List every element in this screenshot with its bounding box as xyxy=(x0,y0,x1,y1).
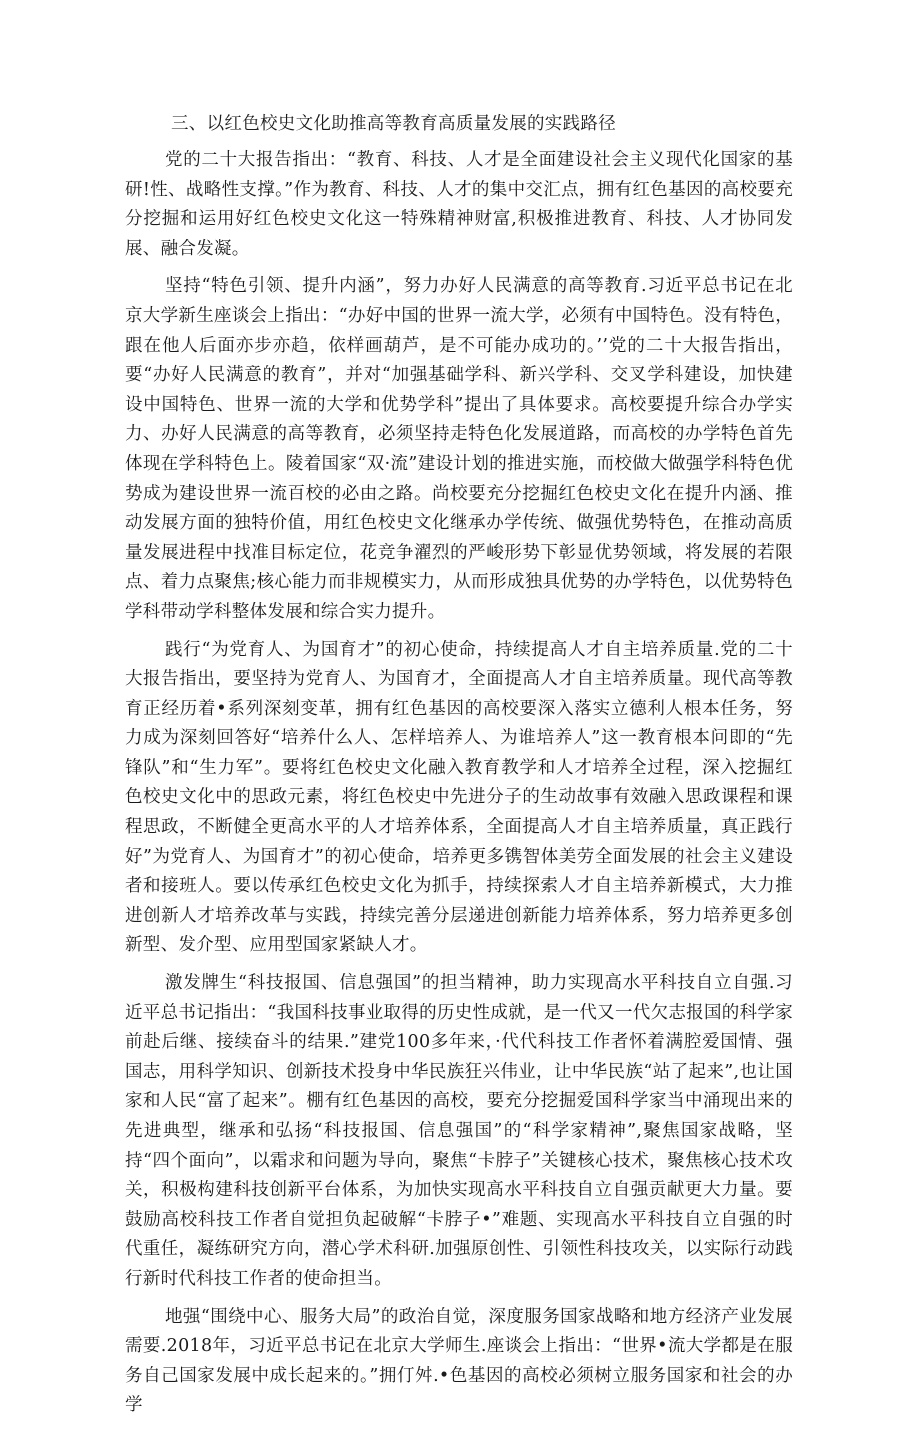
paragraph-talent-cultivation: 践行“为党育人、为国育才”的初心使命，持续提高人才自主培养质量.党的二十大报告指出，要坚持为党育人、为国育才，全面提高人才自主培养质量。现代高等教育正经历着•系列深刻变革，拥有红色基因的高校要深入落实立德利人根本任务，努力成为深刻回答好“培养什么人、怎样培养人、为谁培养人”这一教育根本问即的“先锋队”和“生力军”。要将红色校史文化融入教育教学和人才培养全过程，深入挖掘红色校史文化中的思政元素，将红色校史中先进分子的生动故事有效融入思政课程和课程思政，不断健全更高水平的人才培养体系，全面提高人才自主培养质量，真正践行好”为党育人、为国育才”的初心使命，培养更多镌智体美劳全面发展的社会主义建设者和接班人。要以传承红色校史文化为抓手，持续探索人才自主培养新模式，大力推进创新人才培养改革与实践，持续完善分层递进创新能力培养体系，努力培养更多创新型、发介型、应用型国家紧缺人才。 xyxy=(125,639,793,956)
paragraph-characteristics: 坚持“特色引领、提升内涵”，努力办好人民满意的高等教育.习近平总书记在北京大学新生座谈会上指出：“办好中国的世界一流大学，必须有中国特色。没有特色，跟在他人后面亦步亦趋，依样画葫芦，是不可能办成功的。’’党的二十大报告指出，要“办好人民满意的教育”，并对“加强基础学科、新兴学科、交叉学科建设，加快建设中国特色、世界一流的大学和优势学科”提出了具体要求。高校要提升综合办学实力、办好人民满意的高等教育，必须坚持走特色化发展道路，而高校的办学特色首先体现在学科特色上。陵着国家“双·流”建设计划的推进实施，而校做大做强学科特色优势成为建设世界一流百校的必由之路。尚校要充分挖掘红色校史文化在提升内涵、推动发展方面的独特价值，用红色校史文化继承办学传统、做强优势特色，在推动高质量发展进程中找准目标定位，花竞争濯烈的严峻形势下彰显优势领域，将发展的若限点、着力点聚焦;核心能力而非规模实力，从而形成独具优势的办学特色，以优势特色学科带动学科整体发展和综合实力提升。 xyxy=(125,276,793,622)
document-page xyxy=(125,112,793,1429)
paragraph-intro: 党的二十大报告指出：“教育、科技、人才是全面建设社会主义现代化国家的基研!性、战略性支撑。”作为教育、科技、人才的集中交汇点，拥有红色基因的高校要充分挖掘和运用好红色校史文化这一特殊精神财富,积极推进教育、科技、人才协同发展、融合发凝。 xyxy=(125,150,793,259)
paragraph-science-technology: 激发牌生“科技报国、信息强国”的担当精神，助力实现高水平科技自立自强.习近平总书记指出：“我国科技事业取得的历史性成就，是一代又一代欠志报国的科学家前赴后继、接续奋斗的结果.”建党100多年来，·代代科技工作者怀着满腔爱国情、强国志，用科学知识、创新技术投身中华民族狂兴伟业，让中华民族“站了起来”,也让国家和人民“富了起来”。棚有红色基因的高校，要充分挖掘爱国科学家当中涌现出来的先进典型，继承和弘扬“科技报国、信息强国”的“科学家精神”,聚焦国家战略，坚持“四个面向”，以霜求和问题为导向，聚焦“卡脖子”关键核心技术，聚焦核心技术攻关，积极构建科技创新平台体系，为加快实现高水平科技自立自强贡献更大力量。要鼓励高校科技工作者自觉担负起破解“卡脖子•”难题、实现高水平科技自立自强的时代重任，凝练研究方向，潜心学术科研.加强原创性、引领性科技攻关，以实际行动践行新时代科技工作者的使命担当。 xyxy=(125,973,793,1289)
section-heading: 三、以红色校史文化助推高等教育高质量发展的实践路径 xyxy=(171,114,616,134)
paragraph-serve-nation: 地强“围绕中心、服务大局”的政治自觉，深度服务国家战略和地方经济产业发展需要.2018年，习近平总书记在北京大学师生.座谈会上指出：“世界•流大学都是在服务自己国家发展中成长起来的。”拥仃舛.•色基因的高校必须树立服务国家和社会的办学 xyxy=(125,1306,793,1416)
